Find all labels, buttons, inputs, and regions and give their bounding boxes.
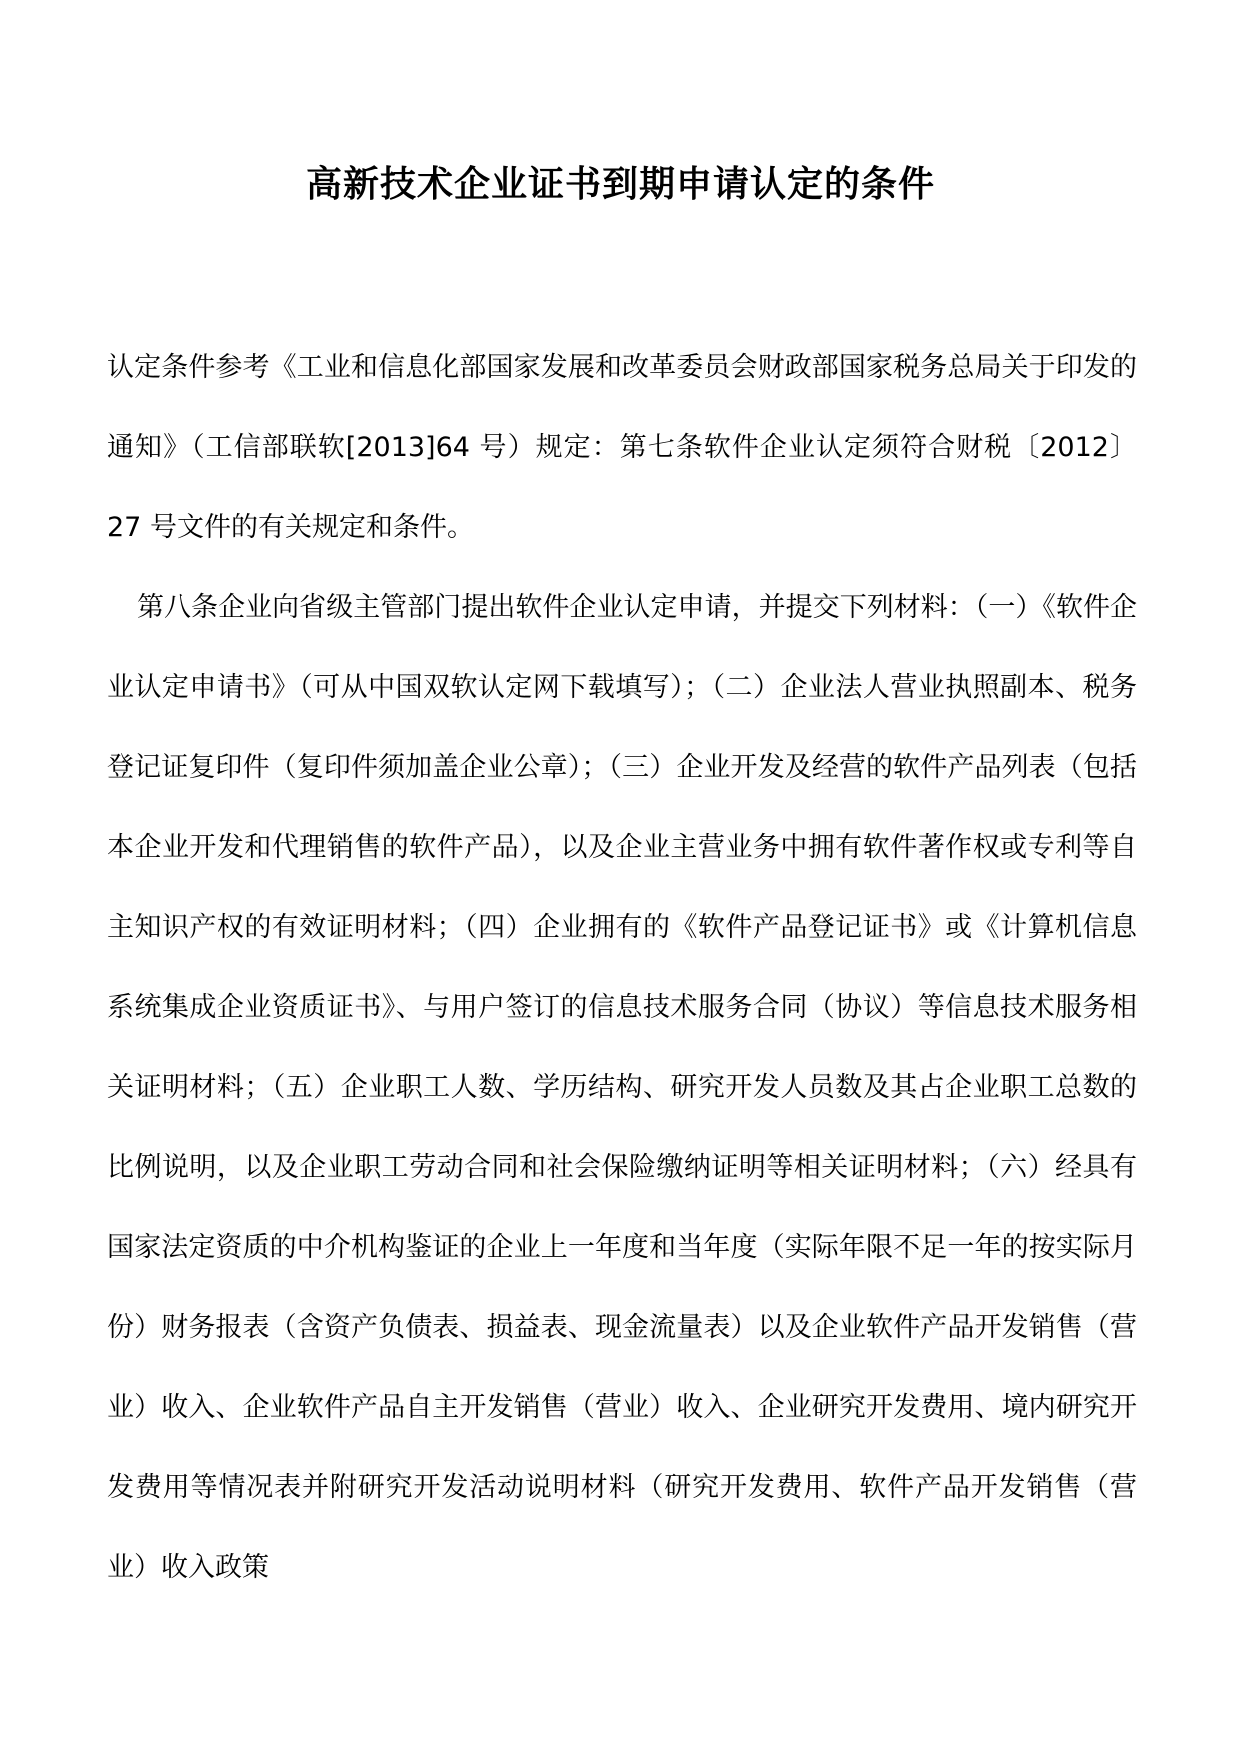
paragraph-article-eight: 第八条企业向省级主管部门提出软件企业认定申请，并提交下列材料：（一）《软件企业认定申请书》（可从中国双软认定网下载填写）；（二）企业法人营业执照副本、税务登记证复印件（复印件须加盖企业公章）；（三）企业开发及经营的软件产品列表（包括本企业开发和代理销售的软件产品），以及企业主营业务中拥有软件著作权或专利等自主知识产权的有效证明材料；（四）企业拥有的《软件产品登记证书》或《计算机信息系统集成企业资质证书》、与用户签订的信息技术服务合同（协议）等信息技术服务相关证明材料；（五）企业职工人数、学历结构、研究开发人员数及其占企业职工总数的比例说明，以及企业职工劳动合同和社会保险缴纳证明等相关证明材料；（六）经具有国家法定资质的中介机构鉴证的企业上一年度和当年度（实际年限不足一年的按实际月份）财务报表（含资产负债表、损益表、现金流量表）以及企业软件产品开发销售（营业）收入、企业软件产品自主开发销售（营业）收入、企业研究开发费用、境内研究开发费用等情况表并附研究开发活动说明材料（研究开发费用、软件产品开发销售（营业）收入政策 [107,592,1137,1583]
paragraph-certification-conditions: 认定条件参考《工业和信息化部国家发展和改革委员会财政部国家税务总局关于印发的通知》（工信部联软[2013]64 号）规定：第七条软件企业认定须符合财税〔2012〕27 号文件的有关规定和条件。 [107,352,1137,543]
document-title: 高新技术企业证书到期申请认定的条件 [305,163,935,205]
